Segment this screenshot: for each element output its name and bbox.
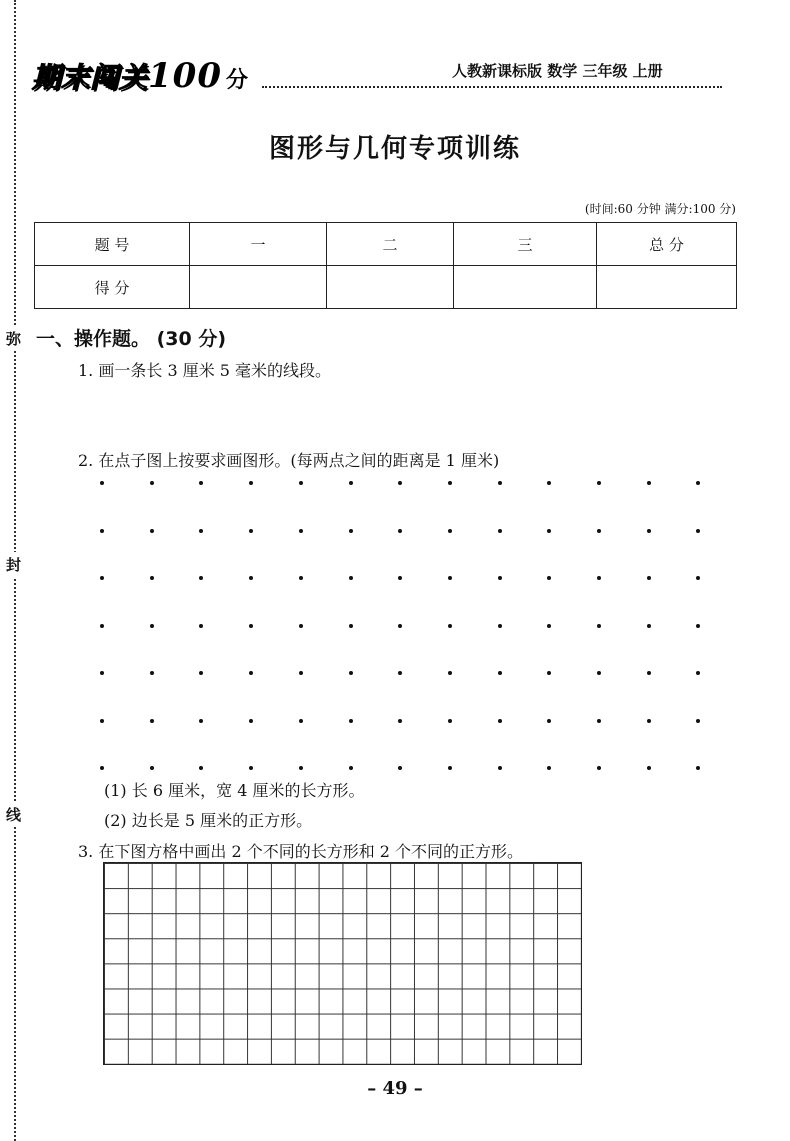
grid-dot[interactable] <box>150 624 154 628</box>
grid-dot[interactable] <box>249 719 253 723</box>
question-2: 2. 在点子图上按要求画图形。(每两点之间的距离是 1 厘米) <box>78 451 500 470</box>
grid-dot[interactable] <box>299 576 303 580</box>
question-3: 3. 在下图方格中画出 2 个不同的长方形和 2 个不同的正方形。 <box>78 842 524 861</box>
grid-dot[interactable] <box>299 624 303 628</box>
grid-dot[interactable] <box>498 671 502 675</box>
grid-dot[interactable] <box>696 671 700 675</box>
grid-dot[interactable] <box>150 576 154 580</box>
grid-dot[interactable] <box>100 671 104 675</box>
grid-dot[interactable] <box>448 576 452 580</box>
grid-dot[interactable] <box>547 671 551 675</box>
score-table-cell: 一 <box>190 223 327 266</box>
score-table-score-row <box>35 266 737 309</box>
grid-dot[interactable] <box>299 481 303 485</box>
grid-dot[interactable] <box>199 671 203 675</box>
grid-dot[interactable] <box>498 719 502 723</box>
grid-dot[interactable] <box>498 766 502 770</box>
page-title: 图形与几何专项训练 <box>268 134 521 164</box>
score-input-cell[interactable] <box>597 266 737 309</box>
side-label-mi: 弥 <box>6 326 21 351</box>
score-table-header-row <box>35 223 737 266</box>
grid-dot[interactable] <box>199 576 203 580</box>
grid-dot[interactable] <box>696 766 700 770</box>
grid-dot[interactable] <box>647 576 651 580</box>
grid-dot[interactable] <box>448 719 452 723</box>
section-title: 一、操作题。 (30 分) <box>36 328 227 350</box>
grid-dot[interactable] <box>150 481 154 485</box>
grid-dot[interactable] <box>299 529 303 533</box>
grid-dot[interactable] <box>299 766 303 770</box>
grid-dot[interactable] <box>696 481 700 485</box>
grid-dot[interactable] <box>398 766 402 770</box>
grid-dot[interactable] <box>448 529 452 533</box>
grid-dot[interactable] <box>498 481 502 485</box>
score-input-cell[interactable] <box>190 266 327 309</box>
grid-dot[interactable] <box>249 529 253 533</box>
grid-dot[interactable] <box>547 529 551 533</box>
series-logo <box>32 56 249 96</box>
score-table-cell: 二 <box>327 223 454 266</box>
grid-dot[interactable] <box>349 529 353 533</box>
question-2-sub-1: (1) 长 6 厘米，宽 4 厘米的长方形。 <box>104 781 365 800</box>
grid-dot[interactable] <box>647 624 651 628</box>
grid-dot[interactable] <box>597 766 601 770</box>
grid-dot[interactable] <box>150 719 154 723</box>
grid-dot[interactable] <box>448 481 452 485</box>
grid-dot[interactable] <box>448 766 452 770</box>
grid-dot[interactable] <box>100 576 104 580</box>
grid-dot[interactable] <box>249 766 253 770</box>
grid-dot[interactable] <box>547 624 551 628</box>
grid-dot[interactable] <box>398 671 402 675</box>
grid-dot[interactable] <box>647 719 651 723</box>
grid-dot[interactable] <box>398 719 402 723</box>
grid-dot[interactable] <box>448 624 452 628</box>
grid-dot[interactable] <box>398 624 402 628</box>
grid-dot[interactable] <box>199 624 203 628</box>
grid-dot[interactable] <box>498 576 502 580</box>
grid-dot[interactable] <box>249 671 253 675</box>
grid-dot[interactable] <box>249 624 253 628</box>
grid-dot[interactable] <box>199 719 203 723</box>
grid-dot[interactable] <box>696 624 700 628</box>
header-divider <box>262 86 722 88</box>
side-label-feng: 封 <box>6 552 21 577</box>
grid-dot[interactable] <box>597 624 601 628</box>
grid-dot[interactable] <box>349 766 353 770</box>
grid-dot[interactable] <box>100 766 104 770</box>
question-2-sub-2: (2) 边长是 5 厘米的正方形。 <box>104 811 313 830</box>
score-table-cell: 总 分 <box>597 223 737 266</box>
grid-dot[interactable] <box>647 766 651 770</box>
grid-dot[interactable] <box>647 671 651 675</box>
score-row-label: 得 分 <box>35 266 190 309</box>
grid-dot[interactable] <box>597 671 601 675</box>
score-table-cell: 题 号 <box>35 223 190 266</box>
logo-number: 100 <box>148 56 222 96</box>
score-table <box>34 222 737 309</box>
score-input-cell[interactable] <box>454 266 597 309</box>
grid-dot[interactable] <box>199 529 203 533</box>
question-1: 1. 画一条长 3 厘米 5 毫米的线段。 <box>78 361 332 380</box>
grid-dot[interactable] <box>349 481 353 485</box>
page-number: – 49 – <box>367 1078 423 1099</box>
logo-text: 期末闯关 <box>32 61 149 94</box>
grid-dot[interactable] <box>398 529 402 533</box>
grid-dot[interactable] <box>199 766 203 770</box>
grid-dot[interactable] <box>597 719 601 723</box>
grid-dot[interactable] <box>100 719 104 723</box>
grid-dot[interactable] <box>150 766 154 770</box>
logo-suffix: 分 <box>226 67 250 93</box>
grid-dot[interactable] <box>547 576 551 580</box>
grid-dot[interactable] <box>349 671 353 675</box>
grid-dot[interactable] <box>150 671 154 675</box>
grid-dot[interactable] <box>349 719 353 723</box>
score-table-cell: 三 <box>454 223 597 266</box>
grid-dot[interactable] <box>349 576 353 580</box>
grid-dot[interactable] <box>696 719 700 723</box>
grid-dot[interactable] <box>547 766 551 770</box>
grid-dot[interactable] <box>299 719 303 723</box>
grid-dot[interactable] <box>597 529 601 533</box>
grid-dot[interactable] <box>249 576 253 580</box>
grid-dot[interactable] <box>547 719 551 723</box>
edition-label: 人教新课标版 数学 三年级 上册 <box>452 62 663 80</box>
grid-dot[interactable] <box>199 481 203 485</box>
score-input-cell[interactable] <box>327 266 454 309</box>
grid-dot[interactable] <box>647 481 651 485</box>
grid-dot[interactable] <box>547 481 551 485</box>
grid-dot[interactable] <box>498 529 502 533</box>
grid-dot[interactable] <box>100 481 104 485</box>
grid-dot[interactable] <box>299 671 303 675</box>
grid-dot[interactable] <box>498 624 502 628</box>
grid-dot[interactable] <box>398 576 402 580</box>
grid-dot[interactable] <box>249 481 253 485</box>
grid-dot[interactable] <box>696 576 700 580</box>
grid-dot[interactable] <box>150 529 154 533</box>
grid-dot[interactable] <box>398 481 402 485</box>
grid-dot[interactable] <box>349 624 353 628</box>
side-label-xian: 线 <box>6 802 21 827</box>
grid-dot[interactable] <box>448 671 452 675</box>
grid-dot[interactable] <box>100 624 104 628</box>
grid-dot[interactable] <box>647 529 651 533</box>
grid-dot[interactable] <box>696 529 700 533</box>
grid-dot[interactable] <box>597 481 601 485</box>
grid-dot[interactable] <box>597 576 601 580</box>
grid-dot[interactable] <box>100 529 104 533</box>
square-grid[interactable] <box>103 862 582 1065</box>
time-info: (时间:60 分钟 满分:100 分) <box>584 202 736 216</box>
